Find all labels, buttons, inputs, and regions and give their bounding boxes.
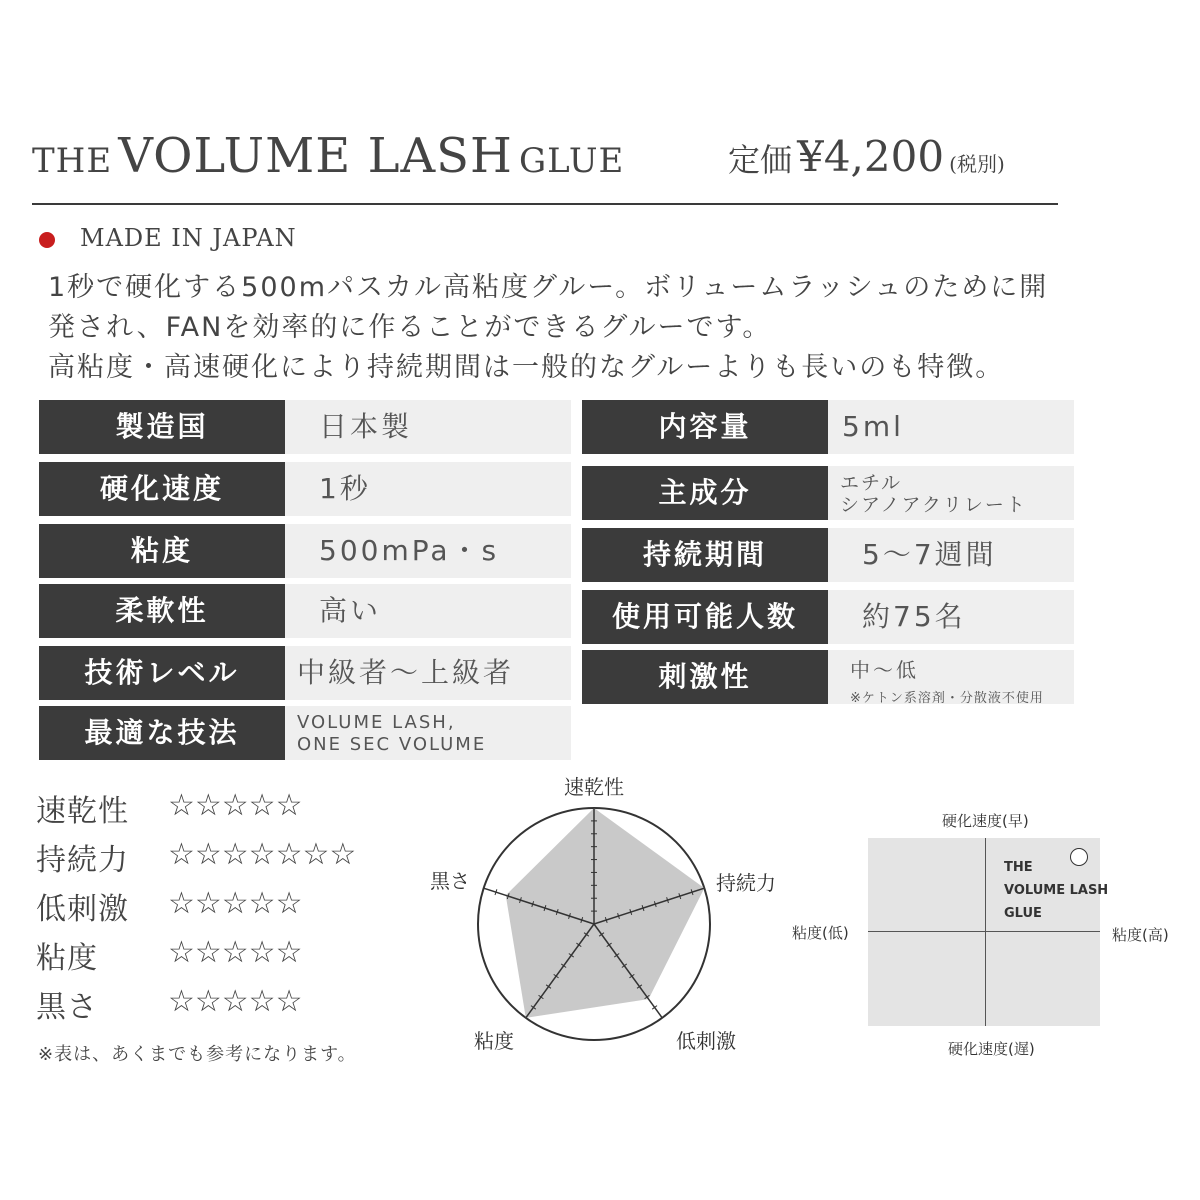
spec-value: 5ml — [828, 400, 1074, 454]
star-rating-icons: ☆☆☆☆☆ — [168, 886, 303, 921]
product-label-line: GLUE — [1004, 906, 1042, 921]
spec-value — [285, 706, 571, 760]
price-tax: (税別) — [949, 152, 1005, 176]
spec-label: 使用可能人数 — [582, 590, 828, 644]
quadrant-chart — [792, 810, 1192, 1060]
spec-label: 技術レベル — [39, 646, 285, 700]
quadrant-bottom-label: 硬化速度(遅) — [948, 1040, 1035, 1058]
title-the: THE — [32, 141, 113, 181]
spec-value: 500mPa・s — [285, 524, 571, 578]
spec-value-line: シアノアクリレート — [840, 494, 1027, 516]
quadrant-v-axis — [985, 838, 986, 1026]
description-line: 1秒で硬化する500mパスカル高粘度グルー。ボリュームラッシュのために開 — [48, 272, 1049, 303]
radar-axis-label: 速乾性 — [564, 775, 624, 799]
product-marker — [1070, 848, 1088, 866]
made-in-label: MADE IN JAPAN — [80, 224, 297, 252]
spec-label: 主成分 — [582, 466, 828, 520]
description — [48, 268, 1088, 388]
quadrant-right-label: 粘度(高) — [1112, 926, 1169, 944]
rating-label: 黒さ — [36, 990, 98, 1025]
spec-value-main: 中〜低 — [850, 658, 919, 682]
star-rating-icons: ☆☆☆☆☆ — [168, 984, 303, 1019]
product-label-line: VOLUME LASH — [1004, 883, 1109, 898]
rating-label: 粘度 — [36, 941, 98, 976]
description-line: 高粘度・高速硬化により持続期間は一般的なグルーよりも長いのも特徴。 — [48, 352, 1005, 383]
star-rating-icons: ☆☆☆☆☆ — [168, 788, 303, 823]
spec-value-note: ※ケトン系溶剤・分散液不使用 — [850, 691, 1044, 706]
spec-label: 持続期間 — [582, 528, 828, 582]
radar-axis-label: 黒さ — [430, 869, 470, 893]
title-glue: GLUE — [518, 141, 625, 181]
price — [728, 132, 1005, 181]
spec-label: 内容量 — [582, 400, 828, 454]
product-title — [32, 128, 624, 184]
spec-value: 1秒 — [285, 462, 571, 516]
price-value: ¥4,200 — [797, 132, 945, 181]
quadrant-h-tick — [1062, 931, 1100, 932]
radar-axis-label: 粘度 — [474, 1029, 514, 1053]
spec-value: 約75名 — [828, 590, 1074, 644]
spec-value: 高い — [285, 584, 571, 638]
description-line: 発され、FANを効率的に作ることができるグルーです。 — [48, 312, 772, 343]
spec-value: 日本製 — [285, 400, 571, 454]
spec-value-line: ONE SEC VOLUME — [297, 734, 487, 755]
spec-value: 中級者〜上級者 — [285, 646, 571, 700]
product-label-line: THE — [1004, 860, 1033, 875]
quadrant-left-label: 粘度(低) — [792, 924, 849, 942]
radar-axis-label: 低刺激 — [676, 1029, 736, 1053]
rating-label: 持続力 — [36, 843, 129, 878]
spec-label: 最適な技法 — [39, 706, 285, 760]
star-rating-icons: ☆☆☆☆☆☆☆ — [168, 837, 357, 872]
footnote: ※表は、あくまでも参考になります。 — [38, 1044, 357, 1065]
price-label: 定価 — [728, 141, 793, 179]
header-divider — [32, 203, 1058, 205]
rating-label: 速乾性 — [36, 794, 129, 829]
spec-value-line: VOLUME LASH, — [297, 712, 456, 733]
spec-label: 刺激性 — [582, 650, 828, 704]
japan-flag-icon — [36, 226, 62, 252]
radar-chart — [420, 770, 780, 1060]
spec-value — [828, 650, 1074, 704]
spec-label: 製造国 — [39, 400, 285, 454]
spec-label: 粘度 — [39, 524, 285, 578]
rating-label: 低刺激 — [36, 892, 129, 927]
title-main: VOLUME LASH — [118, 128, 513, 184]
quadrant-top-label: 硬化速度(早) — [942, 812, 1029, 830]
spec-label: 硬化速度 — [39, 462, 285, 516]
star-rating-icons: ☆☆☆☆☆ — [168, 935, 303, 970]
radar-axis-label: 持続力 — [716, 871, 776, 895]
quadrant-product-label — [1004, 856, 1108, 925]
spec-value: 5〜7週間 — [828, 528, 1074, 582]
spec-label: 柔軟性 — [39, 584, 285, 638]
spec-value — [828, 466, 1074, 520]
spec-value-line: エチル — [840, 472, 903, 494]
